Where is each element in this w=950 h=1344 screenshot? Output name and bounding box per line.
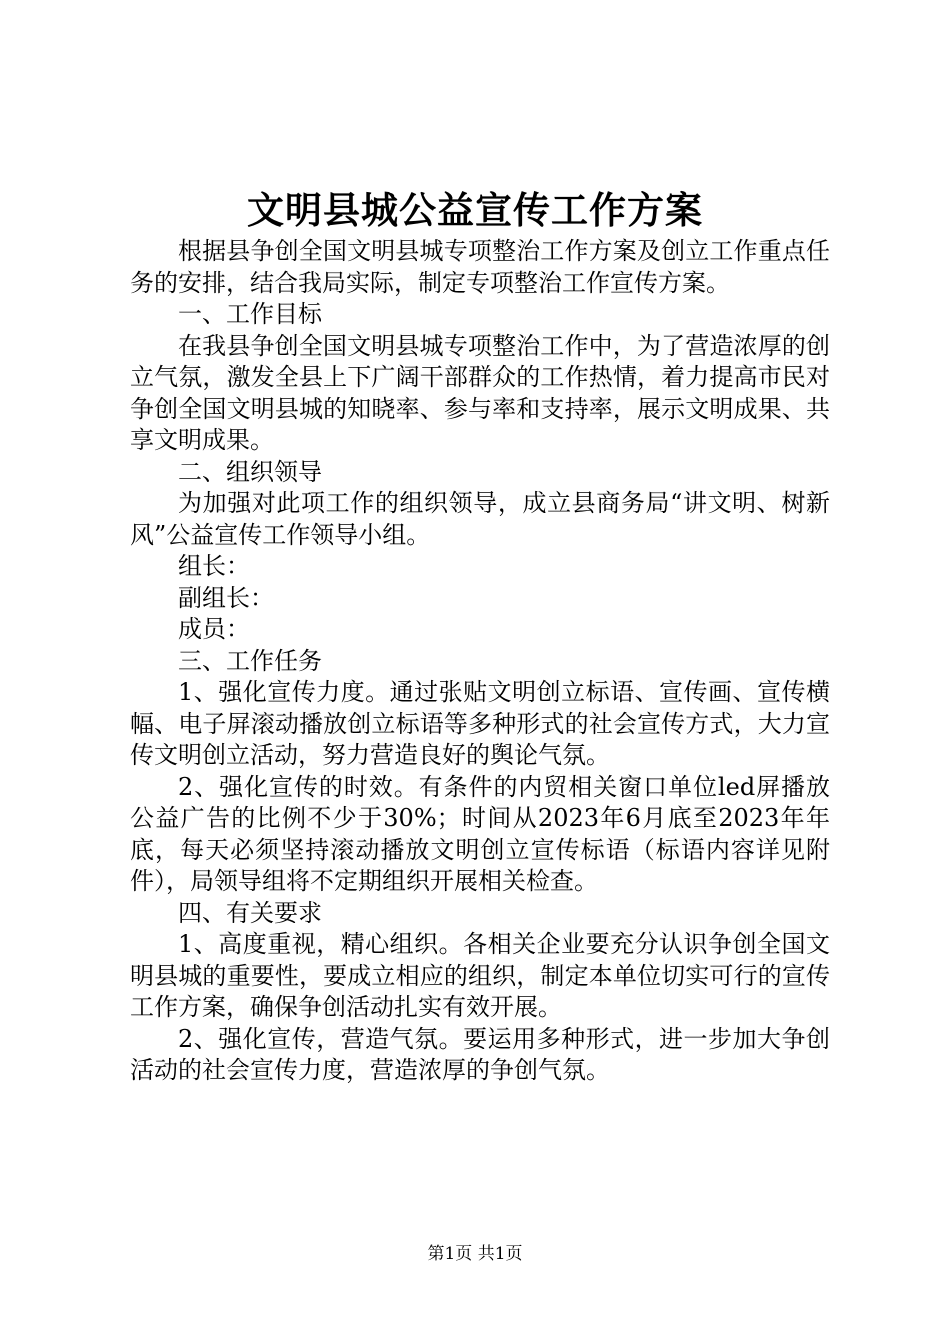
line-members: 成员： bbox=[178, 615, 250, 643]
paragraph-requirement-2: 2、强化宣传，营造气氛。要运用多种形式，进一步加大争创活动的社会宣传力度，营造浓厚的争创气氛。 bbox=[130, 1024, 830, 1084]
paragraph-intro: 根据县争创全国文明县城专项整治工作方案及创立工作重点任务的安排，结合我局实际，制定专项整治工作宣传方案。 bbox=[130, 237, 830, 297]
heading-requirements: 四、有关要求 bbox=[178, 898, 322, 927]
paragraph-work-goal: 在我县争创全国文明县城专项整治工作中，为了营造浓厚的创立气氛，激发全县上下广阔干部群众的工作热情，着力提高市民对争创全国文明县城的知晓率、参与率和支持率，展示文明成果、共享文明成果。 bbox=[130, 331, 830, 454]
page-footer: 第1页 共1页 bbox=[427, 1244, 523, 1264]
paragraph-requirement-1: 1、高度重视，精心组织。各相关企业要充分认识争创全国文明县城的重要性，要成立相应的组织，制定本单位切实可行的宣传工作方案，确保争创活动扎实有效开展。 bbox=[130, 930, 830, 1021]
document-title: 文明县城公益宣传工作方案 bbox=[247, 188, 703, 232]
document-body bbox=[130, 236, 830, 1087]
heading-work-tasks: 三、工作任务 bbox=[178, 646, 322, 675]
line-deputy-leader: 副组长： bbox=[178, 583, 274, 612]
heading-work-goal: 一、工作目标 bbox=[178, 300, 322, 328]
paragraph-task-2: 2、强化宣传的时效。有条件的内贸相关窗口单位led屏播放公益广告的比例不少于30%；时间从2023年6月底至2023年年底，每天必须坚持滚动播放文明创立宣传标语（标语内容详见附件），局领导组将不定期组织开展相关检查。 bbox=[130, 772, 830, 895]
paragraph-task-1: 1、强化宣传力度。通过张贴文明创立标语、宣传画、宣传横幅、电子屏滚动播放创立标语等多种形式的社会宣传方式，大力宣传文明创立活动，努力营造良好的舆论气氛。 bbox=[130, 678, 830, 769]
paragraph-organization: 为加强对此项工作的组织领导，成立县商务局“讲文明、树新风”公益宣传工作领导小组。 bbox=[130, 489, 830, 549]
heading-organization: 二、组织领导 bbox=[178, 457, 322, 486]
line-group-leader: 组长： bbox=[178, 552, 250, 580]
